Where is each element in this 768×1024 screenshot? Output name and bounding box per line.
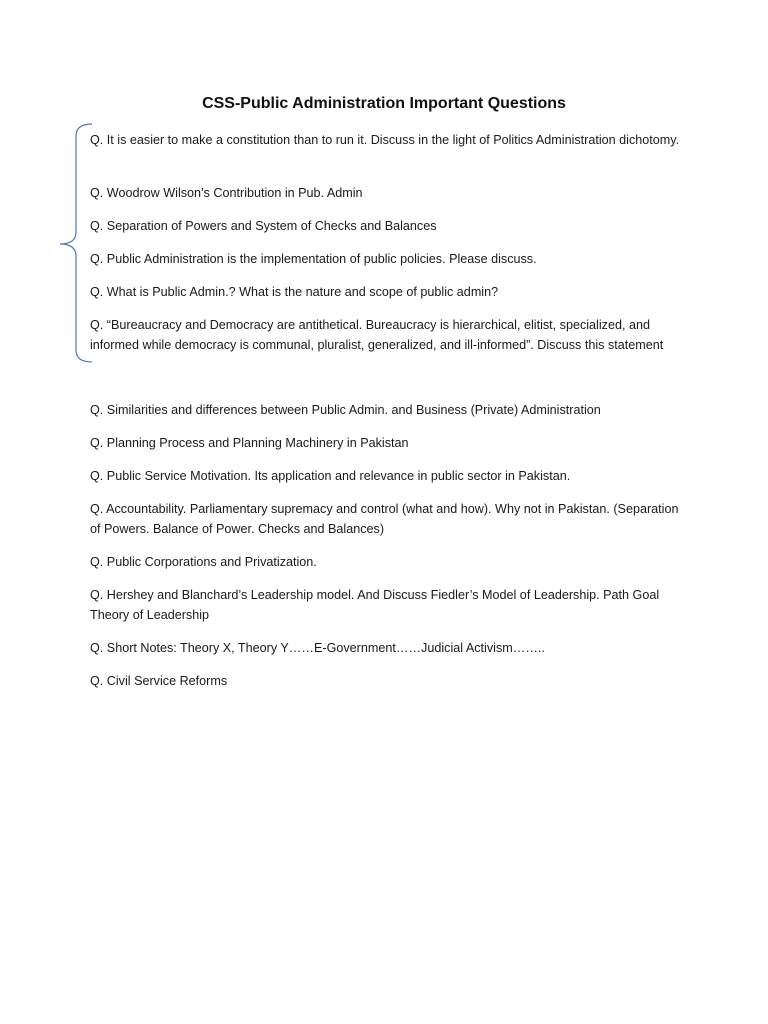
question-6: Q. “Bureaucracy and Democracy are antithetical. Bureaucracy is hierarchical, elitist, specialized, and informed while democracy is communal, pluralist, generalized, and ill-informed”. Discuss this statement	[90, 318, 664, 352]
question-11: Q. Public Corporations and Privatization.	[90, 555, 317, 569]
question-2: Q. Woodrow Wilson’s Contribution in Pub. Admin	[90, 186, 363, 200]
question-7: Q. Similarities and differences between Public Admin. and Business (Private) Administration	[90, 403, 601, 417]
question-9: Q. Public Service Motivation. Its application and relevance in public sector in Pakistan.	[90, 469, 571, 483]
question-14: Q. Civil Service Reforms	[90, 674, 228, 688]
question-3: Q. Separation of Powers and System of Checks and Balances	[90, 219, 437, 233]
question-8: Q. Planning Process and Planning Machinery in Pakistan	[90, 436, 409, 450]
question-10: Q. Accountability. Parliamentary supremacy and control (what and how). Why not in Pakistan. (Separation of Powers. Balance of Power. Checks and Balances)	[90, 502, 679, 536]
question-13: Q. Short Notes: Theory X, Theory Y……E-Government……Judicial Activism……..	[90, 641, 545, 655]
question-5: Q. What is Public Admin.? What is the nature and scope of public admin?	[90, 285, 499, 299]
question-4: Q. Public Administration is the implementation of public policies. Please discuss.	[90, 252, 537, 266]
page-title: CSS-Public Administration Important Questions	[202, 95, 566, 112]
question-1: Q. It is easier to make a constitution than to run it. Discuss in the light of Politics Administration dichotomy.	[90, 133, 680, 147]
curly-bracket	[58, 122, 94, 364]
question-12: Q. Hershey and Blanchard’s Leadership model. And Discuss Fiedler’s Model of Leadership. Path Goal Theory of Leadership	[90, 588, 660, 622]
